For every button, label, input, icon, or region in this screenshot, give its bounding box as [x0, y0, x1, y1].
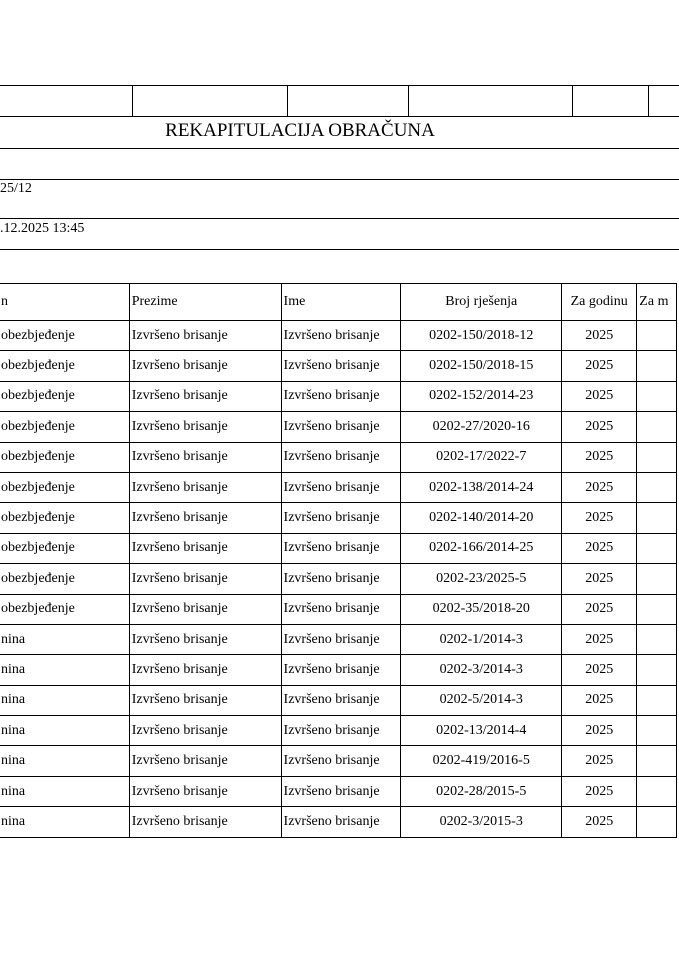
- cell-type: nina: [0, 685, 129, 715]
- cell-decision: 0202-17/2022-7: [401, 442, 562, 472]
- cell-month: [637, 412, 677, 442]
- cell-name: Izvršeno brisanje: [281, 624, 401, 654]
- cell-type: obezbjeđenje: [0, 412, 129, 442]
- cell-name: Izvršeno brisanje: [281, 685, 401, 715]
- table-row: [0, 624, 677, 654]
- col-header-month: Za m: [637, 284, 677, 321]
- col-header-type: n: [0, 284, 129, 321]
- cell-name: Izvršeno brisanje: [281, 776, 401, 806]
- table-row: [0, 503, 677, 533]
- col-header-name: Ime: [281, 284, 401, 321]
- cell-type: obezbjeđenje: [0, 503, 129, 533]
- cell-year: 2025: [562, 442, 637, 472]
- cell-decision: 0202-150/2018-12: [401, 321, 562, 351]
- cell-year: 2025: [562, 746, 637, 776]
- cell-year: 2025: [562, 564, 637, 594]
- cell-surname: Izvršeno brisanje: [129, 746, 281, 776]
- cell-year: 2025: [562, 655, 637, 685]
- cell-year: 2025: [562, 351, 637, 381]
- cell-month: [637, 503, 677, 533]
- col-header-year: Za godinu: [562, 284, 637, 321]
- cell-year: 2025: [562, 594, 637, 624]
- cell-type: nina: [0, 746, 129, 776]
- cell-month: [637, 533, 677, 563]
- cell-name: Izvršeno brisanje: [281, 503, 401, 533]
- cell-type: obezbjeđenje: [0, 533, 129, 563]
- cell-month: [637, 776, 677, 806]
- header-col-divider: [648, 85, 649, 116]
- cell-surname: Izvršeno brisanje: [129, 564, 281, 594]
- recap-table: [0, 283, 677, 838]
- cell-name: Izvršeno brisanje: [281, 412, 401, 442]
- cell-year: 2025: [562, 321, 637, 351]
- header-col-divider: [132, 85, 133, 116]
- cell-month: [637, 746, 677, 776]
- cell-year: 2025: [562, 776, 637, 806]
- cell-month: [637, 351, 677, 381]
- report-title: REKAPITULACIJA OBRAČUNA: [165, 120, 435, 141]
- cell-month: [637, 685, 677, 715]
- table-header-row: [0, 284, 677, 321]
- cell-type: obezbjeđenje: [0, 351, 129, 381]
- cell-name: Izvršeno brisanje: [281, 351, 401, 381]
- cell-surname: Izvršeno brisanje: [129, 503, 281, 533]
- top-rule: [0, 85, 679, 86]
- cell-type: obezbjeđenje: [0, 381, 129, 411]
- table-row: [0, 685, 677, 715]
- table-row: [0, 533, 677, 563]
- cell-type: nina: [0, 807, 129, 837]
- cell-surname: Izvršeno brisanje: [129, 472, 281, 502]
- cell-decision: 0202-152/2014-23: [401, 381, 562, 411]
- cell-type: nina: [0, 776, 129, 806]
- header-rule: [0, 116, 679, 117]
- cell-year: 2025: [562, 533, 637, 563]
- cell-surname: Izvršeno brisanje: [129, 351, 281, 381]
- cell-decision: 0202-1/2014-3: [401, 624, 562, 654]
- cell-type: nina: [0, 716, 129, 746]
- table-row: [0, 321, 677, 351]
- cell-type: obezbjeđenje: [0, 594, 129, 624]
- cell-type: obezbjeđenje: [0, 442, 129, 472]
- cell-surname: Izvršeno brisanje: [129, 412, 281, 442]
- cell-decision: 0202-3/2014-3: [401, 655, 562, 685]
- cell-decision: 0202-3/2015-3: [401, 807, 562, 837]
- cell-surname: Izvršeno brisanje: [129, 685, 281, 715]
- cell-name: Izvršeno brisanje: [281, 442, 401, 472]
- cell-decision: 0202-28/2015-5: [401, 776, 562, 806]
- cell-surname: Izvršeno brisanje: [129, 655, 281, 685]
- cell-month: [637, 624, 677, 654]
- table-row: [0, 381, 677, 411]
- cell-surname: Izvršeno brisanje: [129, 594, 281, 624]
- table-row: [0, 564, 677, 594]
- cell-name: Izvršeno brisanje: [281, 807, 401, 837]
- cell-name: Izvršeno brisanje: [281, 472, 401, 502]
- table-row: [0, 351, 677, 381]
- cell-type: nina: [0, 624, 129, 654]
- datetime-bottom-rule: [0, 249, 679, 250]
- cell-year: 2025: [562, 685, 637, 715]
- cell-surname: Izvršeno brisanje: [129, 716, 281, 746]
- cell-year: 2025: [562, 503, 637, 533]
- table-row: [0, 442, 677, 472]
- cell-decision: 0202-23/2025-5: [401, 564, 562, 594]
- cell-name: Izvršeno brisanje: [281, 655, 401, 685]
- col-header-surname: Prezime: [129, 284, 281, 321]
- cell-type: obezbjeđenje: [0, 321, 129, 351]
- cell-month: [637, 321, 677, 351]
- cell-decision: 0202-166/2014-25: [401, 533, 562, 563]
- cell-type: obezbjeđenje: [0, 564, 129, 594]
- cell-year: 2025: [562, 412, 637, 442]
- cell-month: [637, 655, 677, 685]
- cell-year: 2025: [562, 624, 637, 654]
- table-row: [0, 807, 677, 837]
- cell-decision: 0202-150/2018-15: [401, 351, 562, 381]
- cell-decision: 0202-13/2014-4: [401, 716, 562, 746]
- table-row: [0, 776, 677, 806]
- cell-year: 2025: [562, 807, 637, 837]
- cell-month: [637, 716, 677, 746]
- cell-name: Izvršeno brisanje: [281, 533, 401, 563]
- col-header-decision: Broj rješenja: [401, 284, 562, 321]
- cell-name: Izvršeno brisanje: [281, 381, 401, 411]
- cell-surname: Izvršeno brisanje: [129, 624, 281, 654]
- table-row: [0, 716, 677, 746]
- table-row: [0, 746, 677, 776]
- report-datetime: .12.2025 13:45: [0, 221, 85, 236]
- cell-surname: Izvršeno brisanje: [129, 807, 281, 837]
- cell-type: nina: [0, 655, 129, 685]
- cell-month: [637, 564, 677, 594]
- cell-type: obezbjeđenje: [0, 472, 129, 502]
- cell-name: Izvršeno brisanje: [281, 564, 401, 594]
- cell-year: 2025: [562, 716, 637, 746]
- table-row: [0, 594, 677, 624]
- cell-year: 2025: [562, 472, 637, 502]
- cell-month: [637, 472, 677, 502]
- header-col-divider: [287, 85, 288, 116]
- cell-decision: 0202-138/2014-24: [401, 472, 562, 502]
- cell-year: 2025: [562, 381, 637, 411]
- cell-name: Izvršeno brisanje: [281, 594, 401, 624]
- cell-decision: 0202-5/2014-3: [401, 685, 562, 715]
- title-rule: [0, 148, 679, 149]
- cell-name: Izvršeno brisanje: [281, 746, 401, 776]
- cell-surname: Izvršeno brisanje: [129, 776, 281, 806]
- cell-month: [637, 381, 677, 411]
- cell-name: Izvršeno brisanje: [281, 716, 401, 746]
- cell-decision: 0202-27/2020-16: [401, 412, 562, 442]
- period-bottom-rule: [0, 218, 679, 219]
- cell-month: [637, 807, 677, 837]
- report-period: 25/12: [0, 181, 32, 196]
- cell-decision: 0202-419/2016-5: [401, 746, 562, 776]
- cell-surname: Izvršeno brisanje: [129, 381, 281, 411]
- cell-surname: Izvršeno brisanje: [129, 442, 281, 472]
- header-col-divider: [408, 85, 409, 116]
- cell-name: Izvršeno brisanje: [281, 321, 401, 351]
- cell-month: [637, 594, 677, 624]
- cell-decision: 0202-35/2018-20: [401, 594, 562, 624]
- table-row: [0, 412, 677, 442]
- table-row: [0, 472, 677, 502]
- cell-surname: Izvršeno brisanje: [129, 533, 281, 563]
- cell-decision: 0202-140/2014-20: [401, 503, 562, 533]
- table-row: [0, 655, 677, 685]
- cell-month: [637, 442, 677, 472]
- period-top-rule: [0, 179, 679, 180]
- header-col-divider: [572, 85, 573, 116]
- cell-surname: Izvršeno brisanje: [129, 321, 281, 351]
